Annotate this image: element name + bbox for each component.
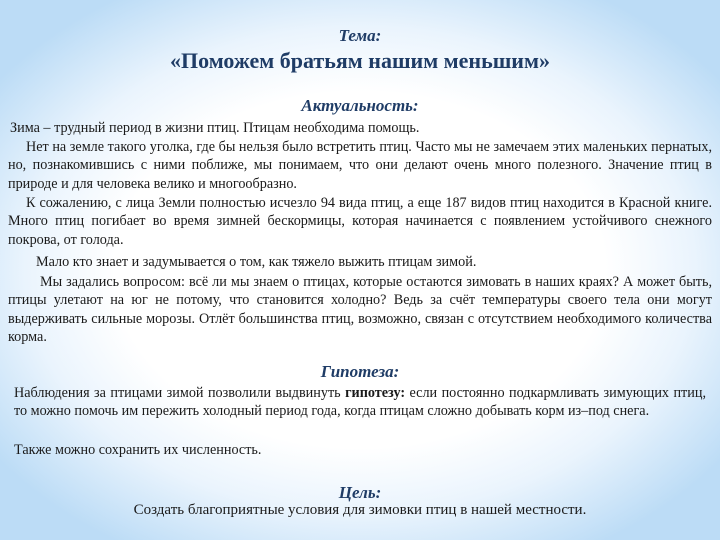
hypothesis-keyword: гипотезу: — [345, 385, 406, 401]
topic-label: Тема: — [338, 26, 382, 45]
goal-heading: Цель: — [338, 483, 382, 502]
relevance-paragraph-5: Мы задались вопросом: всё ли мы знаем о птицах, которые остаются зимовать в наших краях? А может быть, птицы улетают на юг не потому, что становится холодно? Ведь за счёт температуры своего тела они могут выдерживать сильные морозы. Отлёт большинства птиц, возможно, связан с отсутствием необходимого количества корма. — [8, 274, 712, 345]
hypothesis-text-before: Наблюдения за птицами зимой позволили выдвинуть — [14, 385, 346, 401]
hypothesis-text — [14, 384, 706, 421]
relevance-paragraph-4: Мало кто знает и задумывается о том, как тяжело выжить птицам зимой. — [36, 254, 477, 270]
relevance-paragraph-1: Зима – трудный период в жизни птиц. Птицам необходима помощь. — [10, 120, 420, 136]
hypothesis-heading: Гипотеза: — [320, 362, 400, 381]
relevance-heading: Актуальность: — [301, 96, 419, 115]
hypothesis-extra: Также можно сохранить их численность. — [14, 442, 262, 458]
relevance-paragraph-2: Нет на земле такого уголка, где бы нельзя было встретить птиц. Часто мы не замечаем этих маленьких пернатых, но, познакомившись с ними поближе, мы понимаем, что они делают очень много полезного. Значение птиц в природе и для человека велико и многообразно. — [8, 139, 712, 192]
hypothesis-text-after: если постоянно подкармливать зимующих птиц, то можно помочь им пережить холодный период года, когда птицам сложно добывать корм из–под снега. — [14, 385, 706, 420]
goal-text: Создать благоприятные условия для зимовки птиц в нашей местности. — [133, 502, 587, 518]
relevance-paragraph-3: К сожалению, с лица Земли полностью исчезло 94 вида птиц, а еще 187 видов птиц находится в Красной книге. Много птиц погибает во время зимней бескормицы, которая начинается с появлением устойчивого снежного покрова, от голода. — [8, 195, 712, 248]
topic-title: «Поможем братьям нашим меньшим» — [170, 48, 550, 73]
